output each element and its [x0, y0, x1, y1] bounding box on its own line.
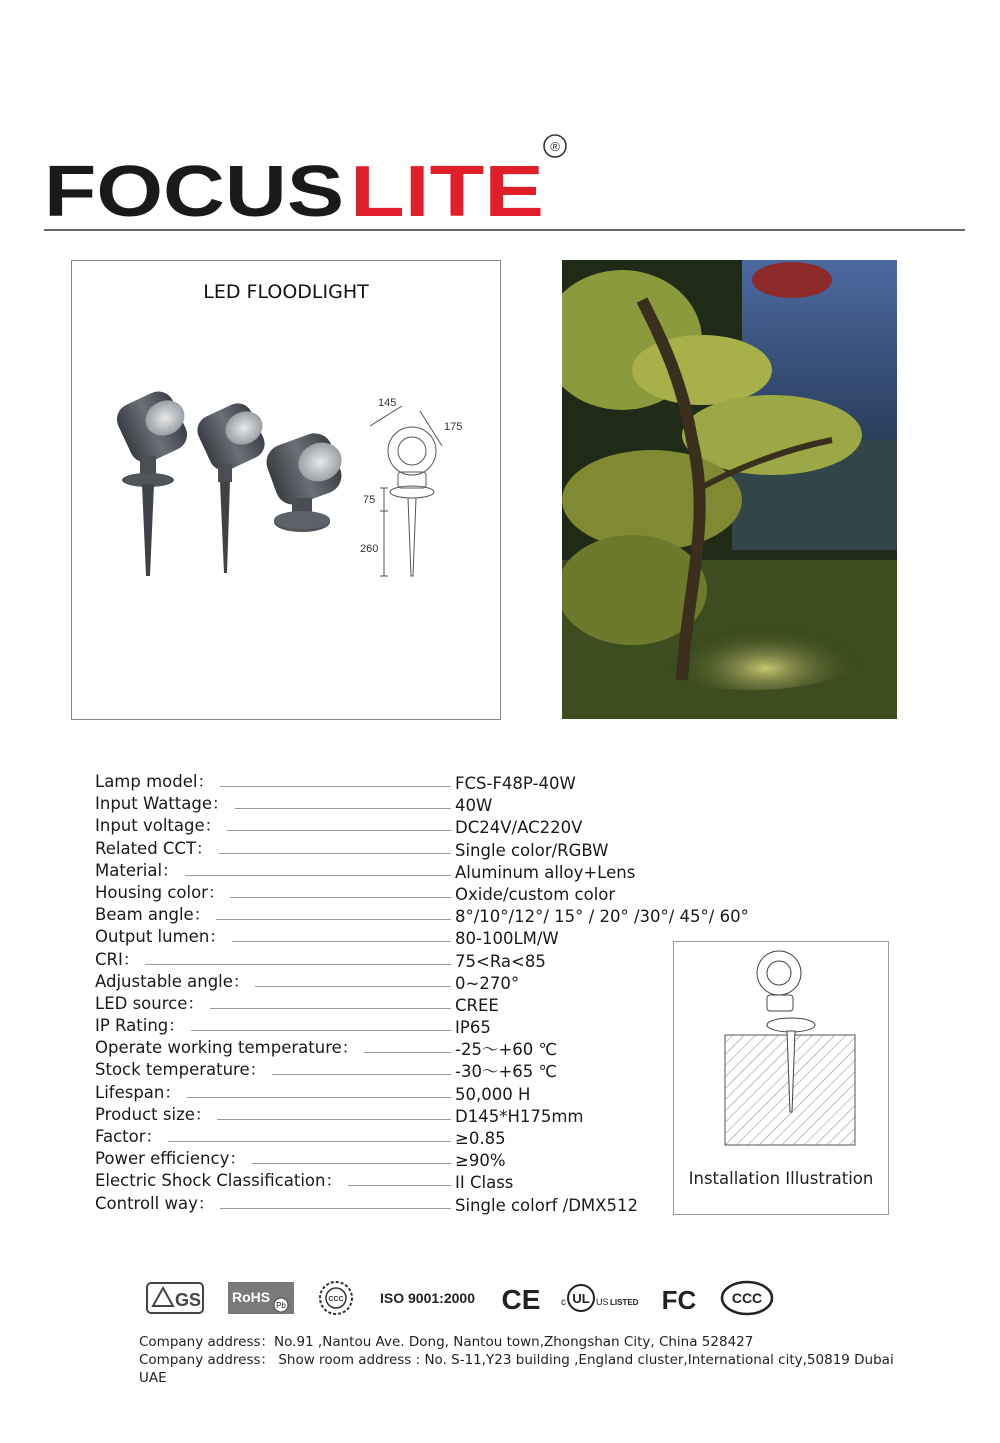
gs-mark-icon	[145, 1278, 205, 1318]
svg-text:CCC: CCC	[328, 1296, 344, 1303]
rohs-mark-icon	[227, 1278, 295, 1318]
header-divider	[44, 229, 965, 231]
spec-row	[95, 860, 775, 882]
garden-photo	[562, 260, 897, 719]
spec-label: Related CCT：	[95, 838, 219, 860]
spec-row	[95, 771, 775, 793]
address-line-1: Company address：No.91 ,Nantou Ave. Dong, Nantou town,Zhongshan City, China 528427	[139, 1334, 754, 1350]
svg-text:c: c	[561, 1297, 566, 1308]
spec-label: Input Wattage：	[95, 793, 235, 815]
spec-value: FCS-F48P-40W	[455, 774, 576, 793]
svg-text:Pb: Pb	[276, 1301, 286, 1310]
spec-value: Single colorf /DMX512	[455, 1195, 638, 1215]
spec-value: Single color/RGBW	[455, 840, 609, 860]
spec-value: II Class	[455, 1173, 514, 1193]
installation-panel	[673, 941, 889, 1215]
spec-value: -30～+65 ℃	[455, 1062, 558, 1082]
spec-value: 75<Ra<85	[455, 951, 546, 971]
spec-row	[95, 838, 775, 860]
product-drawing-panel	[71, 260, 501, 720]
spec-value: ≥0.85	[455, 1129, 506, 1148]
spec-row	[95, 815, 775, 837]
dim-175: 175	[444, 421, 463, 433]
dim-75: 75	[363, 494, 376, 506]
spec-label: IP Rating：	[95, 1015, 191, 1037]
spec-label: Factor：	[95, 1126, 168, 1148]
spec-label: Adjustable angle：	[95, 971, 255, 993]
spec-label: Input voltage：	[95, 815, 227, 837]
spec-value: 40W	[455, 796, 493, 816]
svg-text:LISTED: LISTED	[610, 1298, 639, 1307]
spec-value: IP65	[455, 1018, 491, 1038]
spec-label: CRI：	[95, 949, 145, 971]
spec-value: Oxide/custom color	[455, 884, 616, 904]
spike-lamp-2	[192, 398, 269, 573]
spike-lamp-1	[112, 386, 193, 576]
spec-value: Aluminum alloy+Lens	[455, 862, 636, 882]
iso-mark: ISO 9001:2000	[380, 1290, 475, 1306]
certification-logos	[145, 1278, 785, 1318]
spec-label: Output lumen：	[95, 926, 232, 948]
svg-text:US: US	[596, 1297, 609, 1307]
spec-label: Stock temperature：	[95, 1059, 272, 1081]
spec-value: D145*H175mm	[455, 1106, 584, 1126]
svg-text:FC: FC	[661, 1285, 697, 1314]
installation-label: Installation Illustration	[688, 1169, 874, 1188]
spec-value: ≥90%	[455, 1151, 506, 1171]
spec-label: Operate working temperature：	[95, 1037, 364, 1059]
logo-text-lite: LITE	[350, 152, 544, 227]
spec-value: DC24V/AC220V	[455, 818, 583, 838]
brand-logo	[44, 132, 574, 227]
ccc-mark-icon	[719, 1278, 775, 1318]
product-title: LED FLOODLIGHT	[203, 281, 369, 303]
svg-text:CE: CE	[501, 1284, 541, 1314]
fcc-mark-icon	[657, 1278, 701, 1318]
svg-text:GS: GS	[174, 1290, 202, 1310]
ul-listed-icon	[559, 1278, 639, 1318]
product-illustration	[102, 386, 472, 606]
spec-label: Product size：	[95, 1104, 217, 1126]
dim-145: 145	[378, 397, 397, 409]
spec-value: 80-100LM/W	[455, 929, 559, 949]
spec-row	[95, 904, 775, 926]
company-address	[139, 1333, 899, 1387]
spec-label: Electric Shock Classification：	[95, 1170, 348, 1192]
spec-row	[95, 882, 775, 904]
spec-label: Lifespan：	[95, 1082, 187, 1104]
svg-text:CCC: CCC	[731, 1290, 763, 1306]
spec-label: Lamp model：	[95, 771, 220, 793]
spec-label: Housing color：	[95, 882, 230, 904]
svg-text:UL: UL	[572, 1291, 590, 1306]
logo-text-focus: FOCUS	[44, 152, 344, 227]
spec-label: LED source：	[95, 993, 210, 1015]
spec-label: Power efficiency：	[95, 1148, 252, 1170]
address-line-2: Company address： Show room address : No. S-11,Y23 building ,England cluster,International city,50819 Dubai UAE	[139, 1352, 894, 1386]
installation-illustration	[719, 947, 859, 1157]
spec-value: 8°/10°/12°/ 15° / 20° /30°/ 45°/ 60°	[455, 907, 749, 927]
spec-label: Material：	[95, 860, 185, 882]
base-lamp	[261, 428, 347, 532]
spec-value: CREE	[455, 995, 499, 1015]
dimension-drawing	[370, 406, 442, 576]
spec-row	[95, 793, 775, 815]
ccc-seal-icon	[317, 1278, 355, 1318]
spec-value: 0~270°	[455, 973, 520, 993]
spec-label: Controll way：	[95, 1193, 220, 1215]
ce-mark-icon	[499, 1278, 543, 1318]
spec-label: Beam angle：	[95, 904, 216, 926]
svg-text:RoHS: RoHS	[232, 1289, 271, 1305]
spec-value: 50,000 H	[455, 1084, 531, 1104]
registered-mark: ®	[550, 139, 560, 154]
spec-value: -25～+60 ℃	[455, 1040, 558, 1060]
dim-260: 260	[360, 543, 379, 555]
